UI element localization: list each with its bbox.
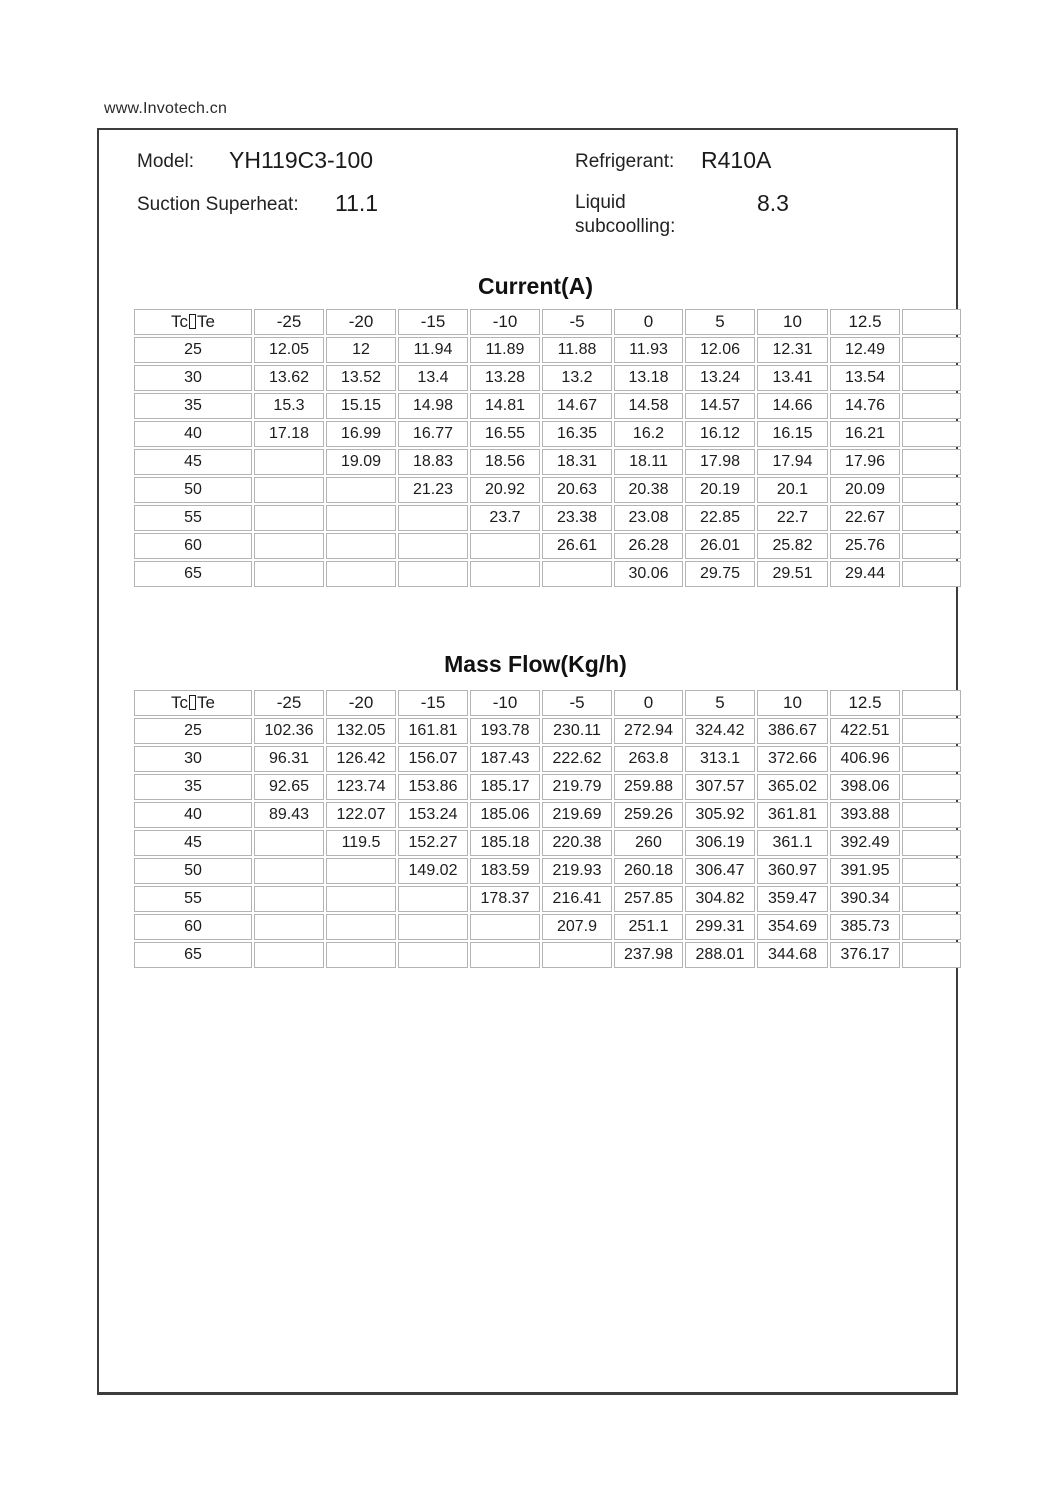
value-cell: 20.19 (685, 477, 755, 503)
value-cell: 153.24 (398, 802, 468, 828)
empty-cell (398, 533, 468, 559)
value-cell: 26.01 (685, 533, 755, 559)
empty-cell (326, 533, 396, 559)
empty-cell (398, 914, 468, 940)
empty-cell (326, 477, 396, 503)
empty-cell (254, 477, 324, 503)
empty-cell (254, 858, 324, 884)
current-table (132, 307, 963, 589)
value-cell: 12.49 (830, 337, 900, 363)
value-cell: 251.1 (614, 914, 683, 940)
value-cell: 365.02 (757, 774, 828, 800)
table-row (134, 421, 961, 447)
value-cell: 25.82 (757, 533, 828, 559)
value-cell: 13.24 (685, 365, 755, 391)
value-cell: 16.12 (685, 421, 755, 447)
column-header: -20 (326, 309, 396, 335)
column-header: 10 (757, 309, 828, 335)
value-cell: 20.1 (757, 477, 828, 503)
empty-cell (470, 942, 540, 968)
column-header: 12.5 (830, 690, 900, 716)
empty-cell (254, 942, 324, 968)
value-cell: 376.17 (830, 942, 900, 968)
table-row (134, 533, 961, 559)
value-cell: 126.42 (326, 746, 396, 772)
empty-cell (326, 886, 396, 912)
value-cell: 16.15 (757, 421, 828, 447)
value-cell: 96.31 (254, 746, 324, 772)
column-header: -25 (254, 690, 324, 716)
value-cell: 14.66 (757, 393, 828, 419)
column-header: 5 (685, 309, 755, 335)
value-cell: 12.31 (757, 337, 828, 363)
value-cell: 183.59 (470, 858, 540, 884)
table-row (134, 914, 961, 940)
value-cell: 26.28 (614, 533, 683, 559)
datasheet-border-box (97, 128, 958, 1395)
value-cell: 14.58 (614, 393, 683, 419)
empty-cell (254, 830, 324, 856)
value-cell: 14.81 (470, 393, 540, 419)
column-header: -15 (398, 309, 468, 335)
table-row (134, 393, 961, 419)
value-cell: 207.9 (542, 914, 612, 940)
table-row (134, 505, 961, 531)
value-cell: 219.69 (542, 802, 612, 828)
table-row (134, 774, 961, 800)
empty-cell (326, 914, 396, 940)
value-cell: 12.05 (254, 337, 324, 363)
column-header: -25 (254, 309, 324, 335)
value-cell: 21.23 (398, 477, 468, 503)
empty-cell (326, 942, 396, 968)
value-cell: 222.62 (542, 746, 612, 772)
value-cell: 20.09 (830, 477, 900, 503)
table-row (134, 830, 961, 856)
value-cell: 185.17 (470, 774, 540, 800)
model-label: Model: (137, 151, 195, 172)
value-cell: 16.55 (470, 421, 540, 447)
empty-cell (902, 858, 961, 884)
value-cell: 29.44 (830, 561, 900, 587)
empty-cell (902, 561, 961, 587)
value-cell: 92.65 (254, 774, 324, 800)
value-cell: 26.61 (542, 533, 612, 559)
value-cell: 18.11 (614, 449, 683, 475)
value-cell: 122.07 (326, 802, 396, 828)
row-label: 65 (134, 942, 252, 968)
value-cell: 156.07 (398, 746, 468, 772)
value-cell: 219.93 (542, 858, 612, 884)
empty-cell (902, 942, 961, 968)
value-cell: 391.95 (830, 858, 900, 884)
value-cell: 185.18 (470, 830, 540, 856)
value-cell: 392.49 (830, 830, 900, 856)
empty-cell (398, 561, 468, 587)
column-header: -5 (542, 309, 612, 335)
value-cell: 259.88 (614, 774, 683, 800)
table-row (134, 449, 961, 475)
empty-cell (902, 830, 961, 856)
missing-glyph-box (189, 695, 196, 710)
value-cell: 193.78 (470, 718, 540, 744)
value-cell: 13.4 (398, 365, 468, 391)
empty-cell (902, 505, 961, 531)
table-row (134, 337, 961, 363)
table-header-row (134, 690, 961, 716)
value-cell: 30.06 (614, 561, 683, 587)
value-cell: 102.36 (254, 718, 324, 744)
value-cell: 386.67 (757, 718, 828, 744)
value-cell: 13.41 (757, 365, 828, 391)
table-row (134, 942, 961, 968)
row-label: 30 (134, 746, 252, 772)
value-cell: 307.57 (685, 774, 755, 800)
row-label: 60 (134, 533, 252, 559)
value-cell: 13.18 (614, 365, 683, 391)
value-cell: 263.8 (614, 746, 683, 772)
liquid-subcooling-label: Liquid subcoolling: (575, 192, 676, 237)
empty-cell (902, 533, 961, 559)
empty-cell (398, 942, 468, 968)
row-label: 55 (134, 505, 252, 531)
column-header: -10 (470, 309, 540, 335)
empty-cell (902, 802, 961, 828)
value-cell: 14.67 (542, 393, 612, 419)
value-cell: 361.81 (757, 802, 828, 828)
empty-cell (902, 365, 961, 391)
value-cell: 272.94 (614, 718, 683, 744)
value-cell: 153.86 (398, 774, 468, 800)
table-row (134, 858, 961, 884)
suction-superheat-value: 11.1 (335, 190, 379, 216)
table-row (134, 561, 961, 587)
model-value: YH119C3-100 (229, 147, 374, 173)
value-cell: 17.18 (254, 421, 324, 447)
empty-cell (902, 477, 961, 503)
value-cell: 299.31 (685, 914, 755, 940)
column-header: 10 (757, 690, 828, 716)
empty-cell (254, 533, 324, 559)
value-cell: 398.06 (830, 774, 900, 800)
table-row (134, 746, 961, 772)
value-cell: 313.1 (685, 746, 755, 772)
empty-cell (542, 561, 612, 587)
value-cell: 372.66 (757, 746, 828, 772)
value-cell: 20.38 (614, 477, 683, 503)
empty-cell (902, 393, 961, 419)
value-cell: 16.99 (326, 421, 396, 447)
value-cell: 216.41 (542, 886, 612, 912)
refrigerant-label: Refrigerant: (575, 151, 675, 172)
value-cell: 20.63 (542, 477, 612, 503)
value-cell: 257.85 (614, 886, 683, 912)
value-cell: 406.96 (830, 746, 900, 772)
value-cell: 422.51 (830, 718, 900, 744)
value-cell: 16.35 (542, 421, 612, 447)
missing-glyph-box (189, 314, 196, 329)
row-label: 40 (134, 802, 252, 828)
value-cell: 15.3 (254, 393, 324, 419)
value-cell: 305.92 (685, 802, 755, 828)
value-cell: 230.11 (542, 718, 612, 744)
empty-cell (398, 505, 468, 531)
empty-cell (254, 449, 324, 475)
column-header: 5 (685, 690, 755, 716)
value-cell: 152.27 (398, 830, 468, 856)
value-cell: 29.75 (685, 561, 755, 587)
value-cell: 123.74 (326, 774, 396, 800)
value-cell: 13.28 (470, 365, 540, 391)
current-table-title: Current(A) (478, 273, 593, 299)
empty-cell (902, 774, 961, 800)
value-cell: 385.73 (830, 914, 900, 940)
value-cell: 304.82 (685, 886, 755, 912)
value-cell: 13.62 (254, 365, 324, 391)
table-row (134, 477, 961, 503)
value-cell: 14.98 (398, 393, 468, 419)
value-cell: 19.09 (326, 449, 396, 475)
value-cell: 14.76 (830, 393, 900, 419)
value-cell: 132.05 (326, 718, 396, 744)
value-cell: 22.67 (830, 505, 900, 531)
row-label: 50 (134, 477, 252, 503)
value-cell: 17.94 (757, 449, 828, 475)
value-cell: 178.37 (470, 886, 540, 912)
empty-cell (254, 914, 324, 940)
value-cell: 16.2 (614, 421, 683, 447)
empty-cell (254, 505, 324, 531)
value-cell: 18.83 (398, 449, 468, 475)
corner-cell-tc-te: Tc Te (134, 309, 252, 335)
column-header: -15 (398, 690, 468, 716)
value-cell: 288.01 (685, 942, 755, 968)
empty-cell (254, 561, 324, 587)
row-label: 35 (134, 393, 252, 419)
row-label: 55 (134, 886, 252, 912)
suction-superheat-label: Suction Superheat: (137, 194, 299, 215)
row-label: 50 (134, 858, 252, 884)
value-cell: 29.51 (757, 561, 828, 587)
value-cell: 17.98 (685, 449, 755, 475)
refrigerant-value: R410A (701, 147, 772, 173)
value-cell: 220.38 (542, 830, 612, 856)
table-header-row (134, 309, 961, 335)
empty-cell (470, 533, 540, 559)
empty-cell (470, 914, 540, 940)
value-cell: 12.06 (685, 337, 755, 363)
value-cell: 14.57 (685, 393, 755, 419)
value-cell: 16.21 (830, 421, 900, 447)
value-cell: 324.42 (685, 718, 755, 744)
value-cell: 89.43 (254, 802, 324, 828)
value-cell: 18.31 (542, 449, 612, 475)
value-cell: 187.43 (470, 746, 540, 772)
empty-cell (902, 421, 961, 447)
column-header: 0 (614, 309, 683, 335)
column-header: -5 (542, 690, 612, 716)
table-row (134, 365, 961, 391)
value-cell: 23.08 (614, 505, 683, 531)
value-cell: 354.69 (757, 914, 828, 940)
value-cell: 259.26 (614, 802, 683, 828)
empty-cell (902, 914, 961, 940)
value-cell: 360.97 (757, 858, 828, 884)
value-cell: 17.96 (830, 449, 900, 475)
value-cell: 23.7 (470, 505, 540, 531)
value-cell: 149.02 (398, 858, 468, 884)
row-label: 65 (134, 561, 252, 587)
empty-cell (902, 746, 961, 772)
massflow-table (132, 688, 963, 970)
value-cell: 361.1 (757, 830, 828, 856)
value-cell: 11.94 (398, 337, 468, 363)
empty-cell (326, 858, 396, 884)
liquid-subcooling-value: 8.3 (757, 190, 789, 216)
empty-cell (902, 337, 961, 363)
column-header: -10 (470, 690, 540, 716)
value-cell: 306.47 (685, 858, 755, 884)
value-cell: 13.2 (542, 365, 612, 391)
row-label: 45 (134, 830, 252, 856)
value-cell: 390.34 (830, 886, 900, 912)
value-cell: 20.92 (470, 477, 540, 503)
value-cell: 13.54 (830, 365, 900, 391)
value-cell: 16.77 (398, 421, 468, 447)
empty-cell (470, 561, 540, 587)
value-cell: 12 (326, 337, 396, 363)
value-cell: 185.06 (470, 802, 540, 828)
empty-cell (902, 886, 961, 912)
table-row (134, 718, 961, 744)
value-cell: 237.98 (614, 942, 683, 968)
value-cell: 11.93 (614, 337, 683, 363)
value-cell: 161.81 (398, 718, 468, 744)
value-cell: 260 (614, 830, 683, 856)
column-header: -20 (326, 690, 396, 716)
row-label: 30 (134, 365, 252, 391)
empty-cell (326, 505, 396, 531)
value-cell: 393.88 (830, 802, 900, 828)
empty-cell (398, 886, 468, 912)
column-header: 12.5 (830, 309, 900, 335)
table-row (134, 802, 961, 828)
value-cell: 359.47 (757, 886, 828, 912)
value-cell: 22.85 (685, 505, 755, 531)
table-row (134, 886, 961, 912)
value-cell: 23.38 (542, 505, 612, 531)
value-cell: 11.88 (542, 337, 612, 363)
value-cell: 13.52 (326, 365, 396, 391)
value-cell: 344.68 (757, 942, 828, 968)
row-label: 25 (134, 337, 252, 363)
column-header: 0 (614, 690, 683, 716)
empty-cell (902, 449, 961, 475)
row-label: 25 (134, 718, 252, 744)
empty-column-header (902, 690, 961, 716)
row-label: 40 (134, 421, 252, 447)
row-label: 45 (134, 449, 252, 475)
row-label: 60 (134, 914, 252, 940)
empty-cell (326, 561, 396, 587)
value-cell: 25.76 (830, 533, 900, 559)
value-cell: 22.7 (757, 505, 828, 531)
massflow-table-title: Mass Flow(Kg/h) (444, 651, 627, 677)
row-label: 35 (134, 774, 252, 800)
value-cell: 260.18 (614, 858, 683, 884)
value-cell: 11.89 (470, 337, 540, 363)
empty-cell (542, 942, 612, 968)
empty-column-header (902, 309, 961, 335)
value-cell: 119.5 (326, 830, 396, 856)
empty-cell (902, 718, 961, 744)
site-url: www.Invotech.cn (104, 100, 228, 117)
corner-cell-tc-te: Tc Te (134, 690, 252, 716)
value-cell: 306.19 (685, 830, 755, 856)
value-cell: 219.79 (542, 774, 612, 800)
value-cell: 15.15 (326, 393, 396, 419)
empty-cell (254, 886, 324, 912)
value-cell: 18.56 (470, 449, 540, 475)
